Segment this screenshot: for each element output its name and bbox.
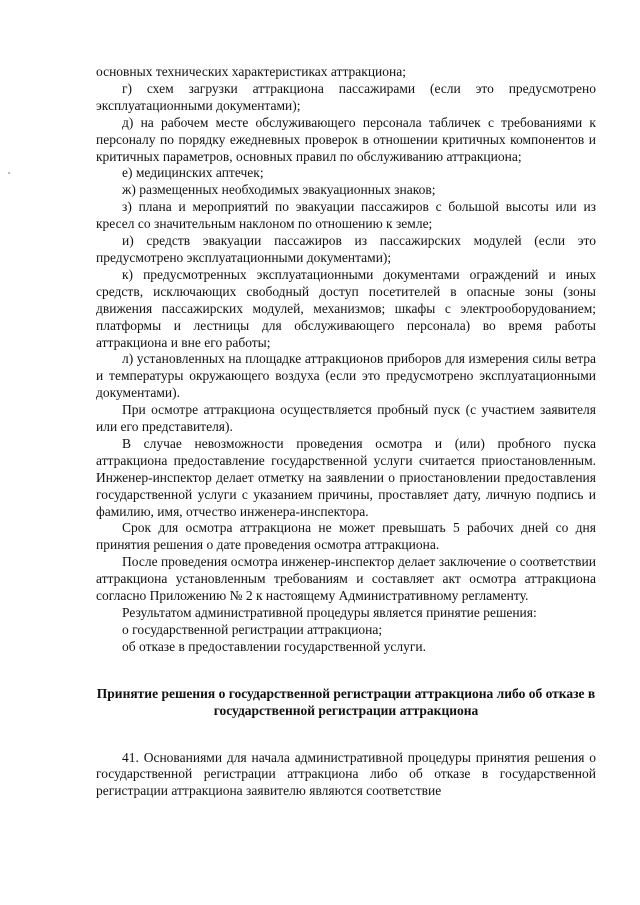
paragraph-result: Результатом административной процедуры является принятие решения:: [122, 605, 537, 620]
scan-marker: [8, 172, 10, 174]
result-option-registration: о государственной регистрации аттракциона;: [122, 621, 383, 637]
list-item-i: и) средств эвакуации пассажиров из пассажирских модулей (если это предусмотрено эксплуатационными документами);: [96, 233, 596, 265]
list-item-zh: ж) размещенных необходимых эвакуационных знаков;: [122, 182, 436, 198]
paragraph-suspension: В случае невозможности проведения осмотра и (или) пробного пуска аттракциона предоставление государственной услуги считается приостановленным. Инженер-инспектор делает отметку на заявлении о приостановлении предоставления государственной услуги с указанием причины, проставляет дату, личную подпись и фамилию, имя, отчество инженера-инспектора.: [96, 435, 596, 519]
section-heading: Принятие решения о государственной регистрации аттракциона либо об отказе в государственной регистрации аттракциона: [96, 685, 596, 718]
list-item-l: л) установленных на площадке аттракционов приборов для измерения силы ветра и температуры окружающего воздуха (если это предусмотрено эксплуатационными документами).: [96, 351, 596, 401]
list-item-d: д) на рабочем месте обслуживающего персонала табличек с требованиями к персоналу по порядку ежедневных проверок в отношении критичных компонентов и критичных параметров, основных правил по обслуживанию аттракциона;: [96, 114, 596, 164]
paragraph-continuation: основных технических характеристиках аттракциона;: [96, 64, 406, 79]
list-item-g: г) схем загрузки аттракциона пассажирами (если это предусмотрено эксплуатационными документами);: [96, 80, 596, 113]
result-option-refusal: об отказе в предоставлении государственной услуги.: [122, 638, 426, 654]
list-item-e: е) медицинских аптечек;: [122, 165, 264, 181]
list-item-k: к) предусмотренных эксплуатационными документами ограждений и иных средств, исключающих свободный доступ посетителей в опасные зоны (зоны движения пассажирских модулей, механизмов; шкафы с электрооборудованием; платформы и лестницы для обслуживающего персонала) во время работы аттракциона и вне его работы;: [96, 266, 596, 350]
paragraph-41: 41. Основаниями для начала административной процедуры принятия решения о государственной регистрации аттракциона либо об отказе в государственной регистрации аттракциона заявителю являются соответствие: [96, 749, 596, 799]
paragraph-inspection-term: Срок для осмотра аттракциона не может превышать 5 рабочих дней со дня принятия решения о дате проведения осмотра аттракциона.: [96, 520, 596, 553]
paragraph-test-run: При осмотре аттракциона осуществляется пробный пуск (с участием заявителя или его представителя).: [96, 402, 596, 435]
paragraph-conclusion: После проведения осмотра инженер-инспектор делает заключение о соответствии аттракциона установленным требованиям и составляет акт осмотра аттракциона согласно Приложению № 2 к настоящему Административному регламенту.: [96, 554, 596, 604]
list-item-z: з) плана и мероприятий по эвакуации пассажиров с большой высоты или из кресел со значительным наклоном по отношению к земле;: [96, 199, 596, 232]
